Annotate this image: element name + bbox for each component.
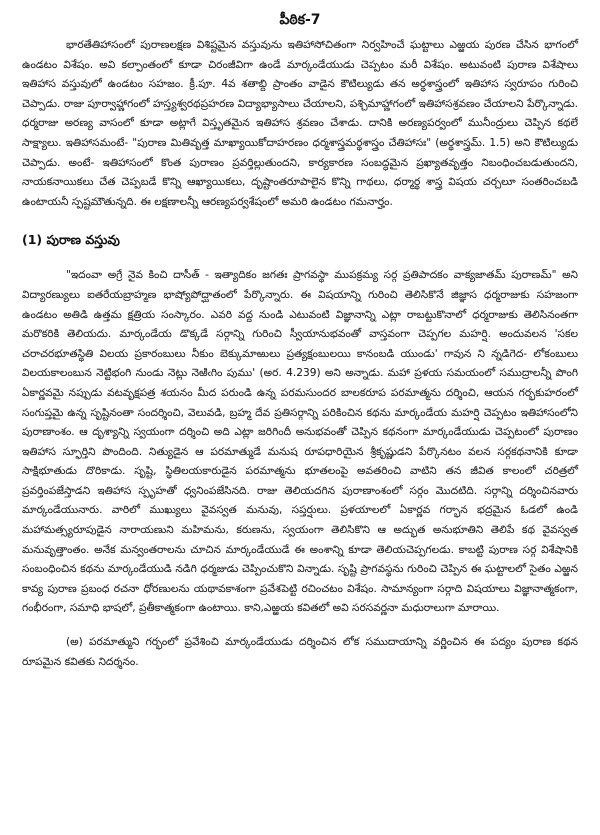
section-heading: (1) పురాణ వస్తువు	[22, 232, 120, 248]
intro-paragraph: భారతేతిహాసంలో పురాణలక్షణ విశిష్టమైన వస్తువును ఇతిహాసోచితంగా నిర్వహించే ఘట్టాలు ఎఱ్ఱయ పురణ చేసిన భాగంలో ఉండటం విశేషం. అవి కల్పాంతంలో కూడా చిరంజీవిగా ఉండే మార్కండేయుడు చెప్పటం మరీ విశేషం. అటువంటి పురాణ విశేషాలు ఇతిహాస వస్తువులో ఉండటం సహజం. క్రీ.పూ. 4వ శతాబ్ది ప్రాంతం వాడైన కౌటిల్యుడు తన అర్థశాస్త్రంలో ఇతిహాస స్వరూపం గురించి చెప్పాడు. రాజు పూర్వాహ్ణాగంలో హస్త్యశ్వరథప్రహరణ విద్యాభ్యాసాలు చేయాలని, పశ్చిమాహ్ణాగంలో ఇతిహాసశ్రవణం చేయాలని పేర్కొన్నాడు. ధర్మరాజు అరణ్య వాసంలో కూడా అట్లాగే విస్తృతమైన ఇతిహాస శ్రవణం చేశాడు. దానికి అరణ్యపర్వంలో మునీంద్రులు చెప్పిన కథలే సాక్ష్యాలు. ఇతిహాసమంటే- "పురాణ మితివృత్త మాఖ్యాయికోదాహరణం ధర్మశాస్త్రమర్థశాస్త్రం చేతిహాసః" (అర్థశాస్త్రమ్. 1.5) అని కౌటిల్యుడు చెప్పాడు. అంటే- ఇతిహాసంలో కొంత పురాణం ప్రవర్తిల్లుతుందని, కార్యకారణ సంబద్ధమైన ప్రఖ్యాతవృత్తం నిబంధించబడుతుందని, నాయకనాయికలు చేత చెప్పబడే కొన్ని ఆఖ్యాయికలు, దృష్టాంతరూపాలైన కొన్ని గాథలు, ధర్మార్థ శాస్త్ర విషయ చర్చలూ సంతరించబడి ఉంటాయనీ స్పష్టమౌతున్నది. ఈ లక్షణాలన్నీ ఆరణ్యపర్వశేషంలో అమరి ఉండటం గమనార్హం.	[22, 39, 578, 208]
main-paragraph: "ఇదంవా అగ్రే నైవ కించి దాసీత్ - ఇత్యాదికం జగతః ప్రాగవస్థా ముపక్రమ్య సర్గ ప్రతిపాదకం వాక్యజాతమ్ పురాణమ్" అని విద్యారణ్యులు ఐతరేయబ్రాహ్మణ భాష్యోపోద్ఘాతంలో పేర్కొన్నారు. ఈ విషయాన్ని గురించి తెలిసికొనే జిజ్ఞాస ధర్మరాజుకు సహజంగా ఉండటం అతిడి ఉత్తమ క్షత్రియ సంస్కారం. ఎవరి వద్ద నుండి ఎటువంటి విజ్ఞానాన్ని ఎట్లా రాబట్టుకొనాలో ధర్మరాజుకు తెలిసినంతగా మరొకరికి తెలియదు. మార్కండేయ డొక్కడే సర్గాన్ని గురించి స్వీయానుభవంతో వాస్తవంగా చెప్పగల మహర్షి. అందువలన 'సకల చరాచరభూతస్థితి విలయ ప్రకారంబులు నీకుం బెక్కుమాఱులు ప్రత్యక్షంబులయి కానంబడి యుండు' గావున ని న్నడిగెద- లోకంబులు విలయకాలంబున నెట్టిభంగి నుండు నెట్లు నెఱిఁగిం పుము' (అర. 4.239) అని అన్నాడు. మహా ప్రళయ సమయంలో సముద్రాలన్నీ పొంగి ఏకార్ణవమై నప్పుడు వటవృక్షపత్ర శయనం మీద పరుండి ఉన్న పరమసుందర బాలకరూప పరమాత్మను దర్శించి, ఆయన గర్భకుహరంలో సంగుప్తమై ఉన్న సృష్టినంతా సందర్శించి, వెలువడి, బ్రహ్మ దేవ ప్రతిసర్గాన్ని పరికించిన కథను మార్కండేయ మహర్షి చెప్పటం ఇతిహాసంలోని పురాణాంశం. ఆ దృశ్యాన్ని స్వయంగా దర్శించి అది ఎట్లా జరిగిందీ అనుభవంతో చెప్పిన కథనంగా మార్కండేయుడు చెప్పటంలో పురాణం ఇతిహాస స్ఫూర్తిని పొందింది. నిత్యుడైన ఆ పరమాత్ముడే మనుష రూపధారియైన శ్రీకృష్ణుడని పేర్కొనటం వలన సర్గకథనానికి కూడా సాక్షిభూతుడు దొరికాడు. సృష్టి, స్థితిలయకారుడైన పరమాత్మను భూతలంపై అవతరించి వాటిని తన జీవిత కాలంలో చరిత్రలో ప్రవర్తింపజేస్తాడని ఇతిహాస స్పృహతో ధ్వనింపజేసినది. రాజు తెలియదగిన పురాణాంశంలో సర్గం మొదటిది. సర్గాన్ని దర్శించినవారు మార్కండేయునారు. వారిలో ముఖ్యులు వైవస్వత మనువు, సప్తర్షులు. ప్రళయాలలో ఏకార్ణవ గర్భాన భద్రమైన ఓడలో ఉండి మహామత్స్యరూపుడైన నారాయణుని మహిమను, కరుణను, స్వయంగా తెలిసికొని ఆ అద్భుత అనుభూతిని తెలిపే కథ వైవస్వత మనువృత్తాంతం. అనేక మన్వంతరాలను చూచిన మార్కండేయుడే ఈ అంశాన్ని కూడా తెలియచెప్పగలడు. కాబట్టి పురాణ సర్గ విశేషానికి సంబంధించిన కథను మార్కండేయుడి నడిగి ధర్మజుడు చెప్పించుకొని విన్నాడు. సృష్టి ప్రాగవస్థను గురించి చెప్పిన ఈ ఘట్టాలలో సైతం ఎఱ్ఱన కావ్య పురాణ ప్రబంధ రచనా ధోరణులను యథావకాశంగా ప్రవేశపెట్టి రచించటం విశేషం. సామాన్యంగా సర్గాది విషయాలు విజ్ఞానాత్మకంగా, గంభీరంగా, సమాధి భాషలో, ప్రతీకాత్మకంగా ఉంటాయి. కాని,ఎఱ్ఱయ కవితలో అవి సరసవర్ణనా మధురాలుగా మారాయి.	[22, 269, 579, 615]
page-header: పీఠిక-7	[279, 12, 321, 28]
final-paragraph: (అ) పరమాత్ముని గర్భంలో ప్రవేశించి మార్కండేయుడు దర్శించిన లోక సముదాయాన్ని వర్ణించిన ఈ పద్యం పురాణ కథన రూపమైన కవితకు నిదర్శనం.	[22, 636, 578, 668]
paragraph-spacer	[22, 619, 578, 633]
